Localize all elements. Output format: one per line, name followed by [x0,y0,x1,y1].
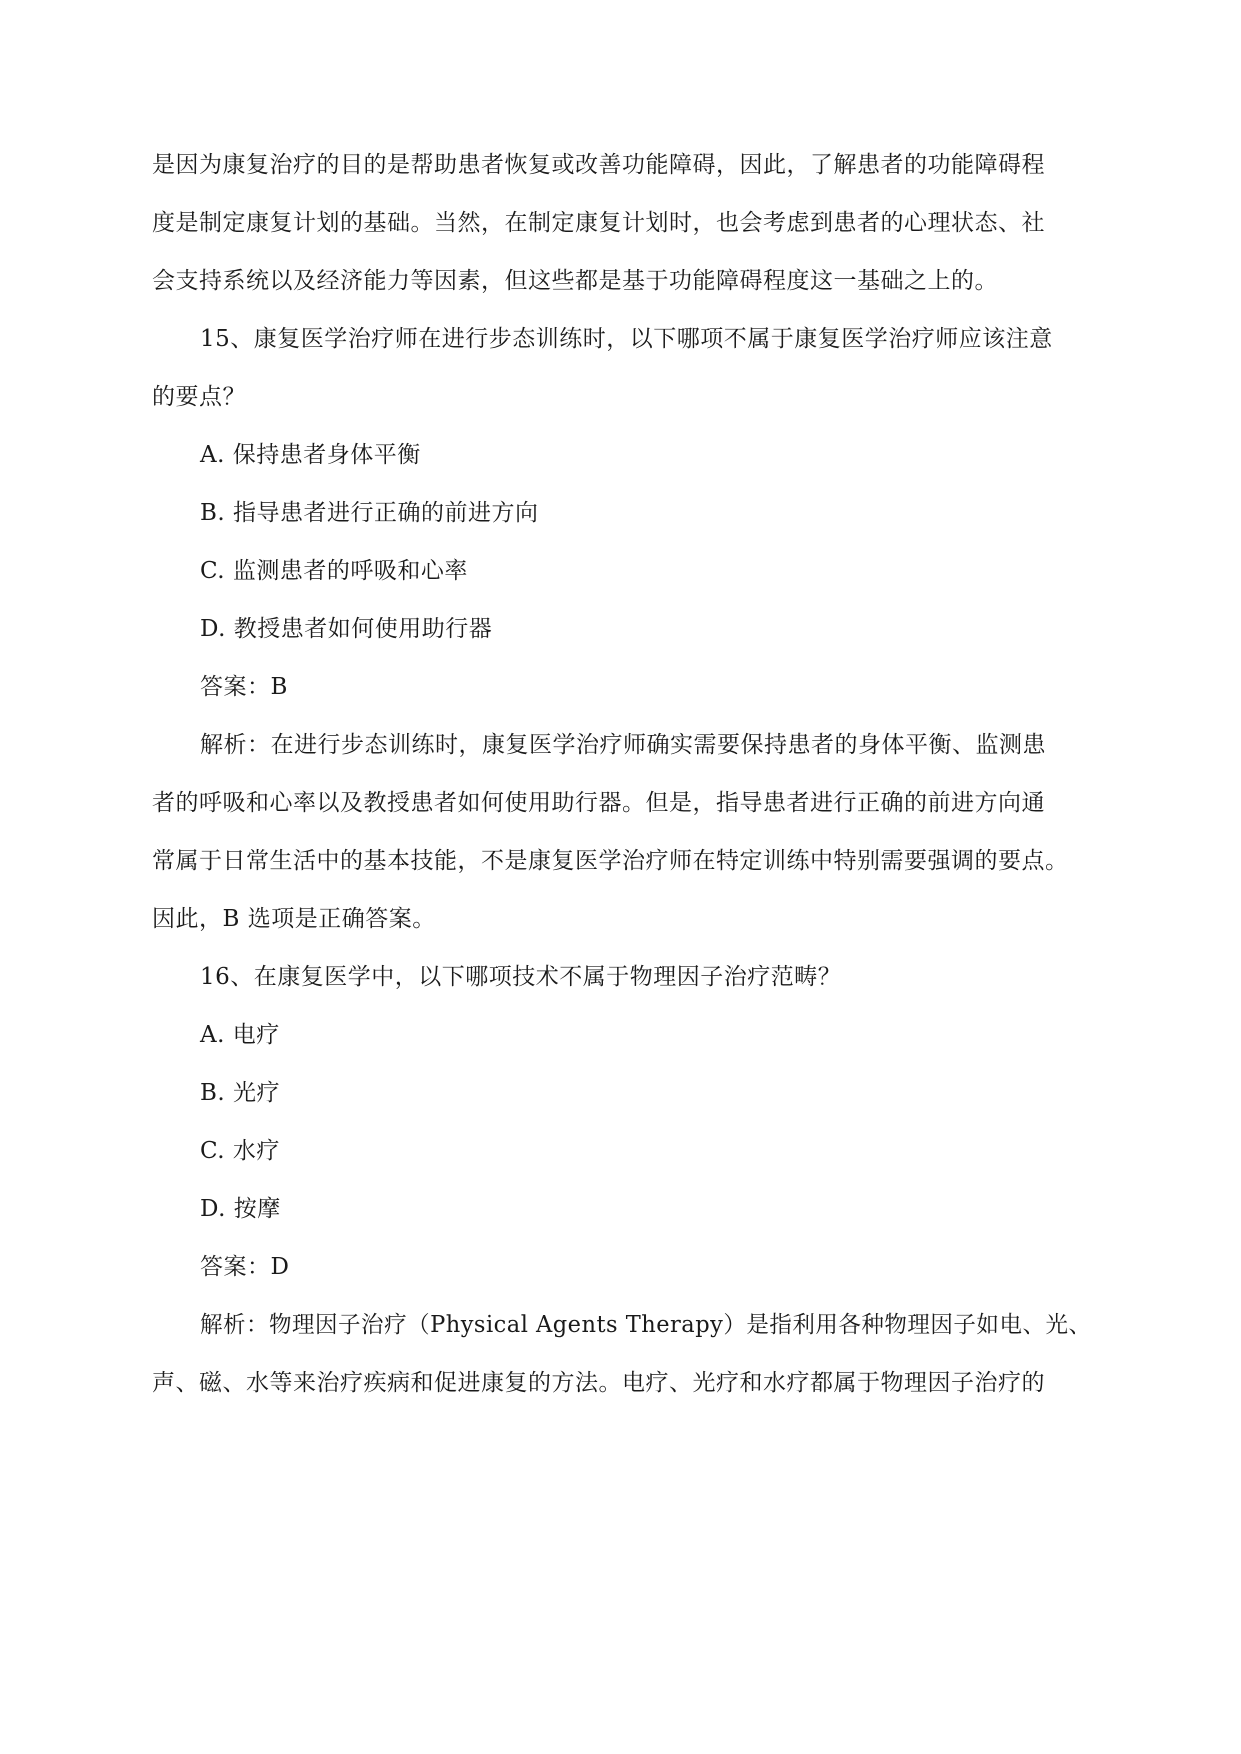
intro-line-2: 度是制定康复计划的基础。当然，在制定康复计划时，也会考虑到患者的心理状态、社 [152,210,1045,236]
intro-line-1: 是因为康复治疗的目的是帮助患者恢复或改善功能障碍，因此，了解患者的功能障碍程 [152,152,1045,178]
q16-stem-line-1: 16、在康复医学中，以下哪项技术不属于物理因子治疗范畴？ [200,964,842,990]
q16-analysis-line-1: 解析：物理因子治疗（Physical Agents Therapy）是指利用各种物理因子如电、光、 [200,1312,1092,1338]
q15-option-c: C. 监测患者的呼吸和心率 [200,558,468,584]
q15-stem-line-2: 的要点？ [152,384,246,410]
q15-stem-line-1: 15、康复医学治疗师在进行步态训练时，以下哪项不属于康复医学治疗师应该注意 [200,326,1053,352]
q15-analysis-line-3: 常属于日常生活中的基本技能，不是康复医学治疗师在特定训练中特别需要强调的要点。 [152,848,1069,874]
q15-analysis-line-4: 因此，B 选项是正确答案。 [152,906,436,932]
q16-option-d: D. 按摩 [200,1196,281,1222]
q15-option-a: A. 保持患者身体平衡 [200,442,421,468]
q16-option-a: A. 电疗 [200,1022,280,1048]
q16-option-b: B. 光疗 [200,1080,281,1106]
q15-analysis-line-2: 者的呼吸和心率以及教授患者如何使用助行器。但是，指导患者进行正确的前进方向通 [152,790,1045,816]
intro-line-3: 会支持系统以及经济能力等因素，但这些都是基于功能障碍程度这一基础之上的。 [152,268,998,294]
q15-option-d: D. 教授患者如何使用助行器 [200,616,493,642]
q16-analysis-line-2: 声、磁、水等来治疗疾病和促进康复的方法。电疗、光疗和水疗都属于物理因子治疗的 [152,1370,1045,1396]
q15-answer: 答案：B [200,674,288,700]
q16-option-c: C. 水疗 [200,1138,280,1164]
q16-answer: 答案：D [200,1254,290,1280]
q15-analysis-line-1: 解析：在进行步态训练时，康复医学治疗师确实需要保持患者的身体平衡、监测患 [200,732,1046,758]
q15-option-b: B. 指导患者进行正确的前进方向 [200,500,539,526]
